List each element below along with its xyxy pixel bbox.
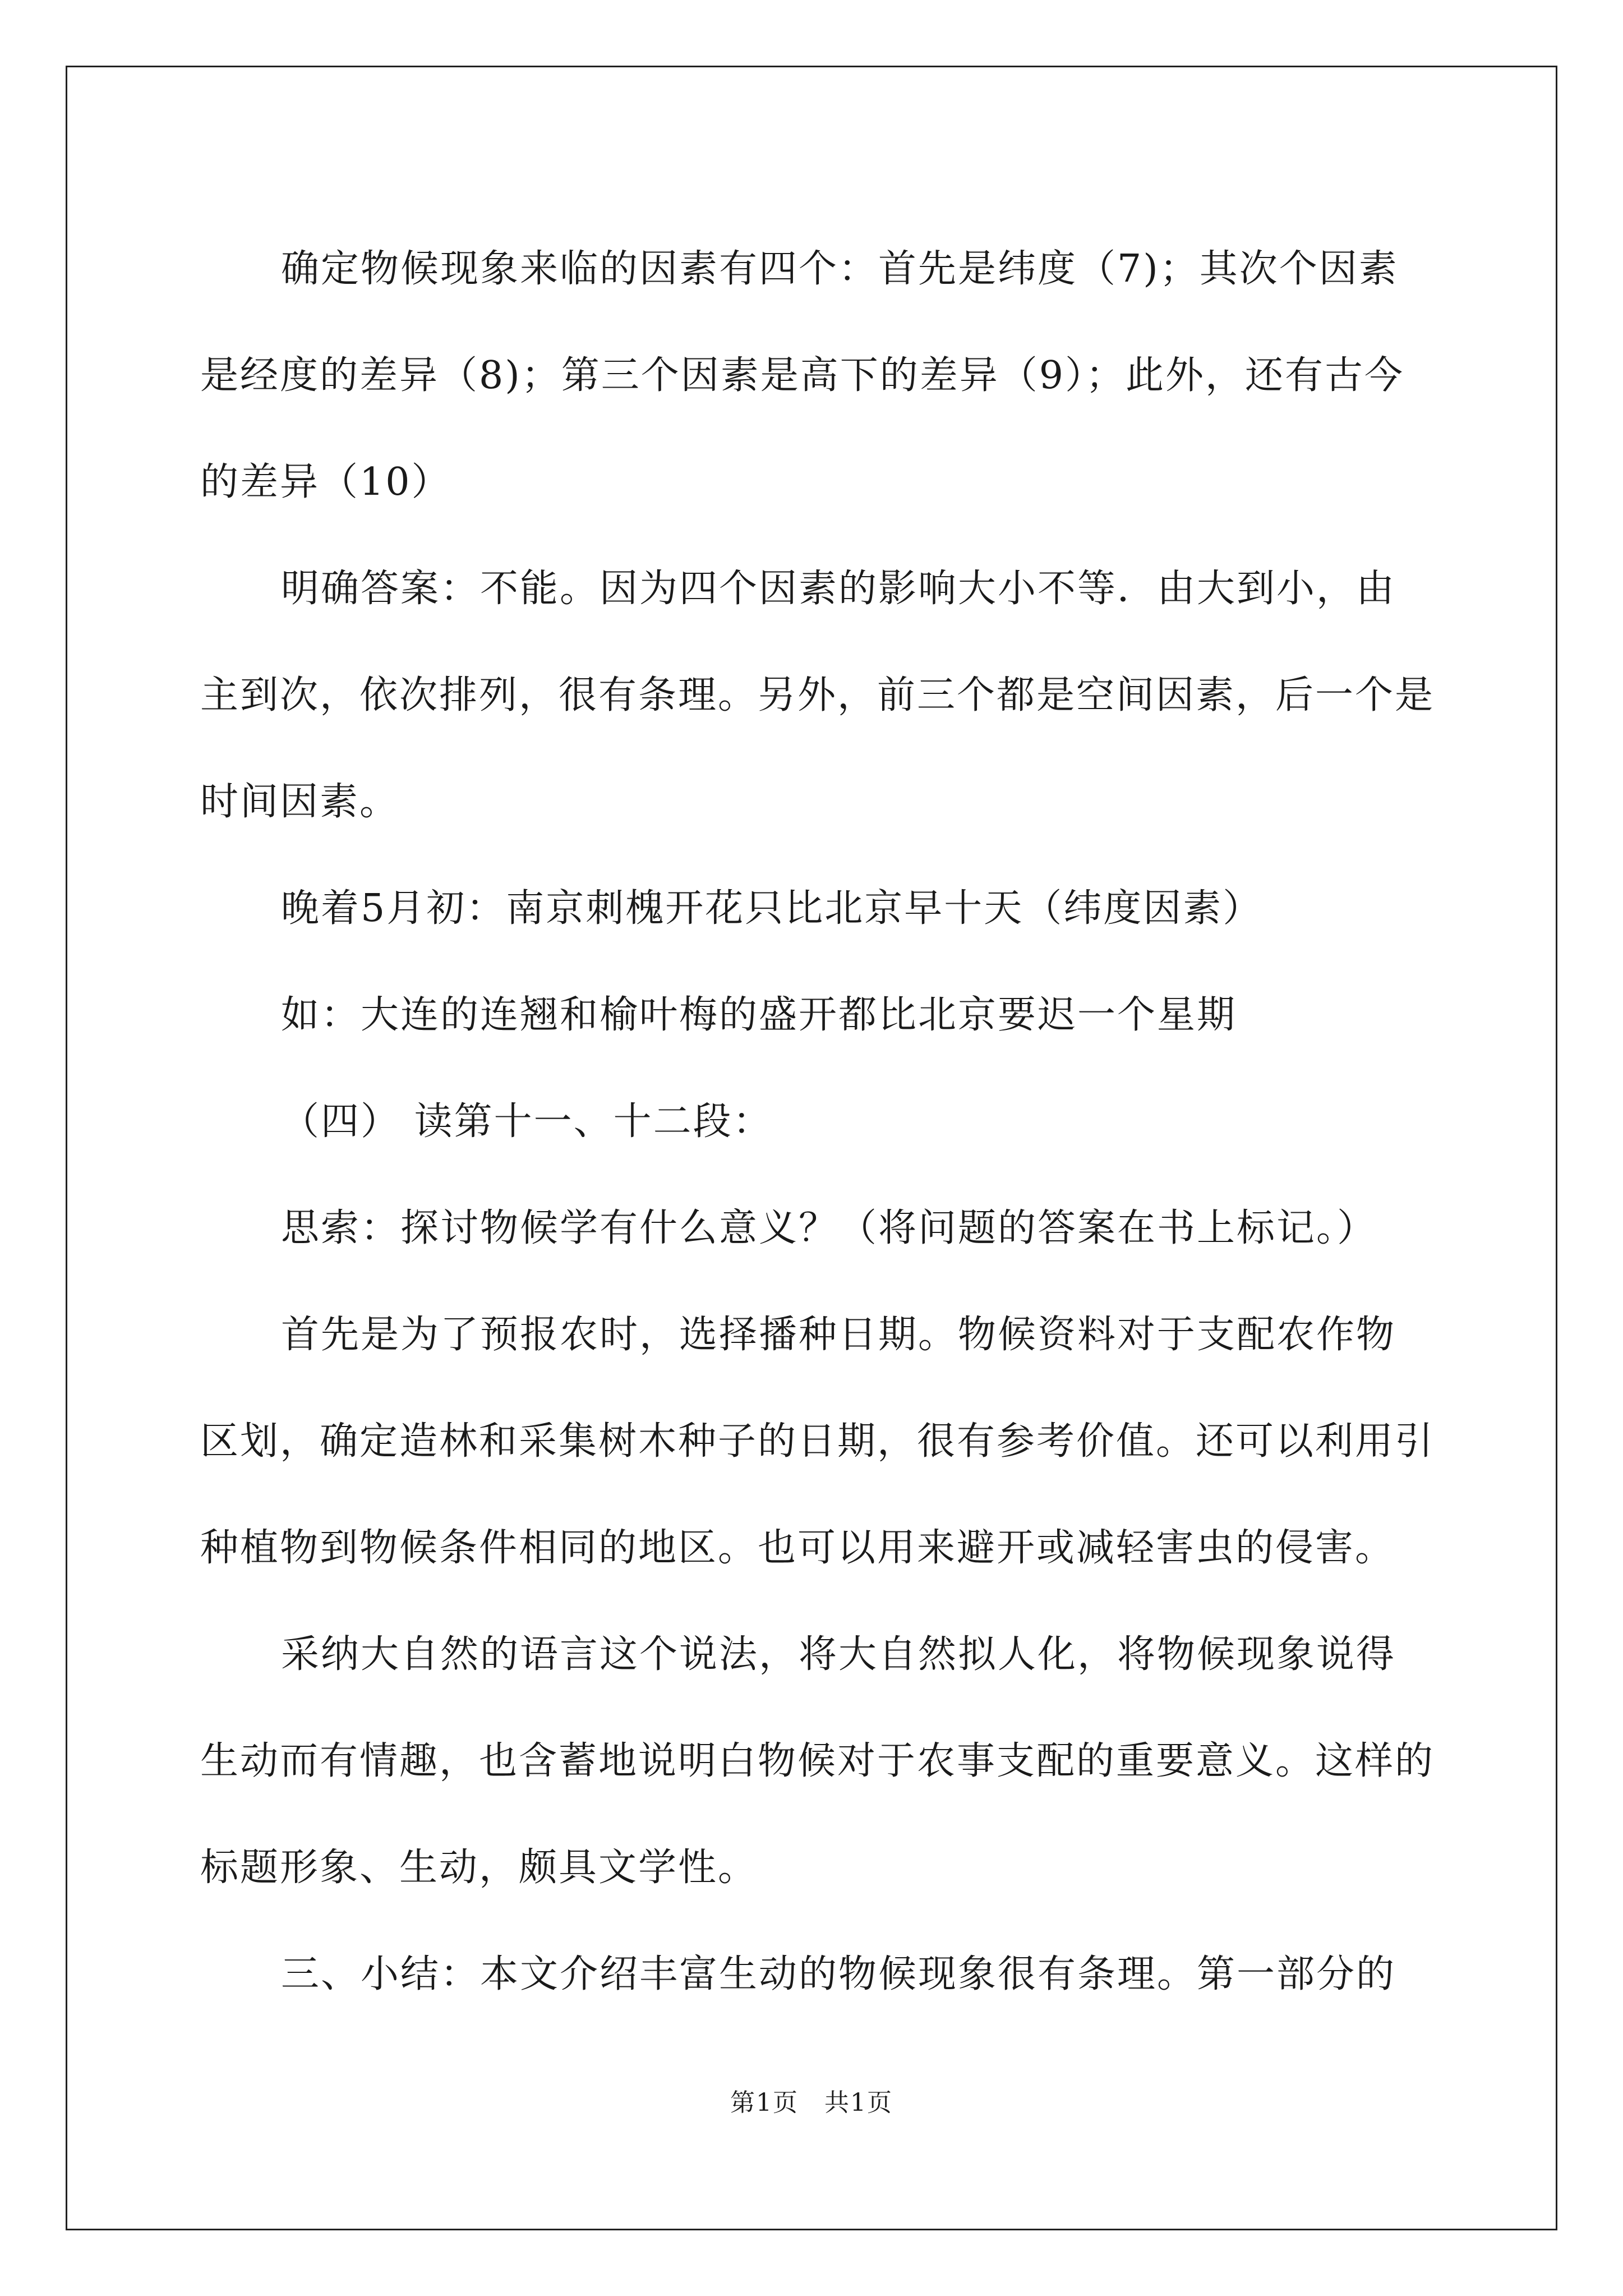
paragraph-summary: 三、小结：本文介绍丰富生动的物候现象很有条理。第一部分的 — [281, 1952, 1396, 1996]
paragraph-significance: 首先是为了预报农时，选择播种日期。物候资料对于支配农作物区划，确定造林和采集树木种子的日期，很有参考价值。还可以利用引种植物到物候条件相同的地区。也可以用来避开或减轻害虫的侵害。 — [200, 1313, 1435, 1570]
section-heading-four: （四） 读第十一、十二段： — [281, 1099, 773, 1144]
paragraph-answer: 明确答案：不能。因为四个因素的影响大小不等．由大到小，由主到次，依次排列，很有条理。另外，前三个都是空间因素，后一个是时间因素。 — [200, 567, 1435, 824]
paragraph-nanjing-example: 晚着5月初：南京刺槐开花只比北京早十天（纬度因素） — [281, 886, 1263, 931]
paragraph-dalian-example: 如：大连的连翘和榆叶梅的盛开都比北京要迟一个星期 — [281, 993, 1237, 1037]
page-footer: 第1页 共1页 — [730, 2088, 893, 2117]
paragraph-factors: 确定物候现象来临的因素有四个：首先是纬度（7)；其次个因素是经度的差异（8)；第三个因素是高下的差异（9）；此外，还有古今的差异（10） — [200, 247, 1405, 504]
document-body — [200, 216, 1435, 2028]
paragraph-title-analysis: 采纳大自然的语言这个说法，将大自然拟人化，将物候现象说得生动而有情趣，也含蓄地说明白物候对于农事支配的重要意义。这样的标题形象、生动，颇具文学性。 — [200, 1632, 1435, 1890]
paragraph-question: 思索：探讨物候学有什么意义？（将问题的答案在书上标记。） — [281, 1206, 1377, 1250]
